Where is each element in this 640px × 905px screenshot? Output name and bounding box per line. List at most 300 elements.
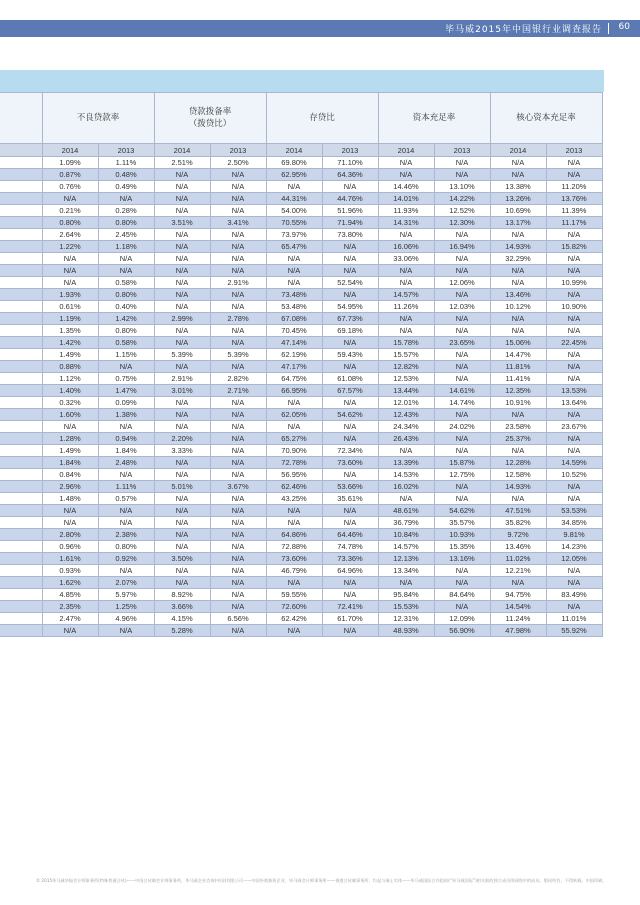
table-cell: 64.36% bbox=[322, 169, 378, 181]
table-cell: 1.35% bbox=[42, 325, 98, 337]
table-cell: N/A bbox=[378, 277, 434, 289]
row-label-cell bbox=[0, 277, 42, 289]
table-cell: N/A bbox=[154, 517, 210, 529]
table-cell: 14.93% bbox=[490, 241, 546, 253]
table-cell: 1.49% bbox=[42, 349, 98, 361]
table-cell: 16.06% bbox=[378, 241, 434, 253]
table-cell: 12.31% bbox=[378, 613, 434, 625]
table-cell: 13.10% bbox=[434, 181, 490, 193]
table-cell: N/A bbox=[490, 229, 546, 241]
table-cell: 1.11% bbox=[98, 157, 154, 169]
table-row bbox=[0, 361, 602, 373]
table-cell: 12.30% bbox=[434, 217, 490, 229]
table-cell: 33.06% bbox=[378, 253, 434, 265]
table-cell: 0.80% bbox=[42, 217, 98, 229]
table-cell: 13.26% bbox=[490, 193, 546, 205]
table-cell: 48.61% bbox=[378, 505, 434, 517]
table-cell: N/A bbox=[322, 625, 378, 637]
table-cell: 13.46% bbox=[490, 289, 546, 301]
table-cell: N/A bbox=[154, 529, 210, 541]
table-cell: 0.49% bbox=[98, 181, 154, 193]
table-cell: 1.61% bbox=[42, 553, 98, 565]
table-cell: N/A bbox=[210, 193, 266, 205]
table-cell: N/A bbox=[98, 517, 154, 529]
table-cell: 23.67% bbox=[546, 421, 602, 433]
group-header-row bbox=[0, 93, 602, 144]
table-cell: 1.11% bbox=[98, 481, 154, 493]
table-row bbox=[0, 325, 602, 337]
table-row bbox=[0, 565, 602, 577]
table-cell: N/A bbox=[210, 325, 266, 337]
table-cell: 62.05% bbox=[266, 409, 322, 421]
table-cell: 14.22% bbox=[434, 193, 490, 205]
table-cell: 5.97% bbox=[98, 589, 154, 601]
table-cell: N/A bbox=[266, 277, 322, 289]
table-cell: N/A bbox=[546, 229, 602, 241]
table-cell: N/A bbox=[378, 577, 434, 589]
table-cell: N/A bbox=[154, 505, 210, 517]
table-row bbox=[0, 265, 602, 277]
table-cell: N/A bbox=[210, 529, 266, 541]
table-cell: N/A bbox=[546, 445, 602, 457]
table-cell: 0.48% bbox=[98, 169, 154, 181]
table-cell: 62.95% bbox=[266, 169, 322, 181]
row-label-cell bbox=[0, 457, 42, 469]
table-row bbox=[0, 397, 602, 409]
table-cell: 11.20% bbox=[546, 181, 602, 193]
year-header-cell: 2014 bbox=[154, 144, 210, 157]
row-label-cell bbox=[0, 493, 42, 505]
table-cell: 64.86% bbox=[266, 529, 322, 541]
table-cell: N/A bbox=[546, 253, 602, 265]
table-cell: N/A bbox=[434, 373, 490, 385]
table-cell: 15.78% bbox=[378, 337, 434, 349]
table-cell: 4.15% bbox=[154, 613, 210, 625]
table-cell: N/A bbox=[434, 313, 490, 325]
table-cell: N/A bbox=[434, 577, 490, 589]
row-label-cell bbox=[0, 217, 42, 229]
table-cell: N/A bbox=[154, 265, 210, 277]
table-cell: 1.84% bbox=[42, 457, 98, 469]
table-cell: N/A bbox=[98, 469, 154, 481]
table-cell: 3.50% bbox=[154, 553, 210, 565]
table-cell: 10.90% bbox=[546, 301, 602, 313]
table-cell: 0.87% bbox=[42, 169, 98, 181]
table-cell: 84.64% bbox=[434, 589, 490, 601]
table-cell: N/A bbox=[210, 469, 266, 481]
table-cell: N/A bbox=[434, 433, 490, 445]
table-cell: 62.46% bbox=[266, 481, 322, 493]
table-cell: 13.53% bbox=[546, 385, 602, 397]
table-cell: N/A bbox=[546, 325, 602, 337]
table-cell: 12.82% bbox=[378, 361, 434, 373]
table-cell: 65.27% bbox=[266, 433, 322, 445]
table-cell: 12.21% bbox=[490, 565, 546, 577]
table-cell: 0.32% bbox=[42, 397, 98, 409]
table-cell: N/A bbox=[210, 337, 266, 349]
table-row bbox=[0, 301, 602, 313]
table-cell: 0.61% bbox=[42, 301, 98, 313]
table-cell: N/A bbox=[322, 241, 378, 253]
table-cell: 14.74% bbox=[434, 397, 490, 409]
row-label-cell bbox=[0, 541, 42, 553]
table-cell: 1.28% bbox=[42, 433, 98, 445]
table-cell: N/A bbox=[434, 361, 490, 373]
table-cell: 0.80% bbox=[98, 289, 154, 301]
table-cell: 0.40% bbox=[98, 301, 154, 313]
table-cell: 12.05% bbox=[546, 553, 602, 565]
table-cell: 3.51% bbox=[154, 217, 210, 229]
table-cell: N/A bbox=[490, 493, 546, 505]
table-cell: N/A bbox=[210, 493, 266, 505]
table-cell: 1.60% bbox=[42, 409, 98, 421]
table-cell: 9.81% bbox=[546, 529, 602, 541]
table-cell: 44.76% bbox=[322, 193, 378, 205]
table-row bbox=[0, 505, 602, 517]
table-cell: 65.47% bbox=[266, 241, 322, 253]
table-cell: 1.62% bbox=[42, 577, 98, 589]
table-cell: 54.62% bbox=[434, 505, 490, 517]
table-header-band bbox=[0, 70, 604, 92]
group-header-provision-ratio: 贷款拨备率 （拨贷比） bbox=[154, 93, 266, 144]
table-cell: 47.98% bbox=[490, 625, 546, 637]
table-cell: 14.57% bbox=[378, 541, 434, 553]
table-cell: N/A bbox=[322, 517, 378, 529]
table-cell: 12.75% bbox=[434, 469, 490, 481]
table-cell: 35.61% bbox=[322, 493, 378, 505]
table-cell: N/A bbox=[154, 325, 210, 337]
table-cell: 13.16% bbox=[434, 553, 490, 565]
table-cell: 71.94% bbox=[322, 217, 378, 229]
table-cell: N/A bbox=[490, 265, 546, 277]
table-cell: N/A bbox=[154, 361, 210, 373]
table-cell: N/A bbox=[210, 433, 266, 445]
table-cell: N/A bbox=[154, 229, 210, 241]
table-cell: 0.75% bbox=[98, 373, 154, 385]
table-cell: N/A bbox=[434, 565, 490, 577]
table-cell: N/A bbox=[154, 301, 210, 313]
table-cell: 72.34% bbox=[322, 445, 378, 457]
table-cell: 13.46% bbox=[490, 541, 546, 553]
table-cell: 22.45% bbox=[546, 337, 602, 349]
table-cell: 1.93% bbox=[42, 289, 98, 301]
table-cell: 1.47% bbox=[98, 385, 154, 397]
table-row bbox=[0, 541, 602, 553]
table-cell: 14.57% bbox=[378, 289, 434, 301]
table-cell: N/A bbox=[378, 169, 434, 181]
table-row bbox=[0, 289, 602, 301]
row-label-cell bbox=[0, 229, 42, 241]
table-cell: N/A bbox=[42, 517, 98, 529]
table-cell: 1.84% bbox=[98, 445, 154, 457]
table-cell: N/A bbox=[210, 421, 266, 433]
table-cell: 1.48% bbox=[42, 493, 98, 505]
table-cell: 64.46% bbox=[322, 529, 378, 541]
table-cell: 0.92% bbox=[98, 553, 154, 565]
table-cell: N/A bbox=[266, 253, 322, 265]
table-cell: 1.15% bbox=[98, 349, 154, 361]
row-label-cell bbox=[0, 169, 42, 181]
row-label-cell bbox=[0, 601, 42, 613]
table-cell: N/A bbox=[154, 541, 210, 553]
table-cell: 73.36% bbox=[322, 553, 378, 565]
table-cell: N/A bbox=[98, 565, 154, 577]
table-cell: 26.43% bbox=[378, 433, 434, 445]
table-cell: 73.48% bbox=[266, 289, 322, 301]
table-cell: N/A bbox=[378, 229, 434, 241]
table-row bbox=[0, 349, 602, 361]
row-label-cell bbox=[0, 577, 42, 589]
table-cell: N/A bbox=[154, 577, 210, 589]
table-cell: 0.84% bbox=[42, 469, 98, 481]
table-cell: 2.51% bbox=[154, 157, 210, 169]
year-header-cell: 2014 bbox=[42, 144, 98, 157]
table-cell: 95.84% bbox=[378, 589, 434, 601]
table-cell: 15.82% bbox=[546, 241, 602, 253]
table-cell: 0.80% bbox=[98, 325, 154, 337]
table-row bbox=[0, 445, 602, 457]
table-cell: N/A bbox=[546, 493, 602, 505]
table-cell: N/A bbox=[154, 277, 210, 289]
table-cell: N/A bbox=[98, 265, 154, 277]
table-cell: 67.73% bbox=[322, 313, 378, 325]
table-cell: 2.64% bbox=[42, 229, 98, 241]
table-cell: 2.80% bbox=[42, 529, 98, 541]
table-cell: 48.93% bbox=[378, 625, 434, 637]
table-cell: N/A bbox=[210, 625, 266, 637]
table-cell: 14.23% bbox=[546, 541, 602, 553]
table-cell: 67.08% bbox=[266, 313, 322, 325]
table-cell: N/A bbox=[434, 493, 490, 505]
table-cell: N/A bbox=[546, 349, 602, 361]
table-cell: N/A bbox=[434, 409, 490, 421]
table-cell: N/A bbox=[154, 565, 210, 577]
row-label-cell bbox=[0, 349, 42, 361]
table-cell: N/A bbox=[266, 625, 322, 637]
table-cell: N/A bbox=[42, 505, 98, 517]
table-row bbox=[0, 493, 602, 505]
table-cell: N/A bbox=[434, 445, 490, 457]
table-cell: N/A bbox=[434, 157, 490, 169]
table-cell: N/A bbox=[98, 505, 154, 517]
table-cell: N/A bbox=[42, 253, 98, 265]
table-cell: N/A bbox=[322, 253, 378, 265]
row-label-cell bbox=[0, 193, 42, 205]
table-cell: N/A bbox=[154, 337, 210, 349]
table-cell: 0.58% bbox=[98, 277, 154, 289]
table-cell: 55.92% bbox=[546, 625, 602, 637]
table-cell: 43.25% bbox=[266, 493, 322, 505]
table-cell: 11.17% bbox=[546, 217, 602, 229]
table-cell: N/A bbox=[42, 265, 98, 277]
table-cell: N/A bbox=[490, 325, 546, 337]
table-cell: N/A bbox=[490, 277, 546, 289]
table-cell: 4.96% bbox=[98, 613, 154, 625]
table-cell: 0.80% bbox=[98, 541, 154, 553]
table-cell: 2.47% bbox=[42, 613, 98, 625]
table-cell: N/A bbox=[546, 481, 602, 493]
table-cell: 10.52% bbox=[546, 469, 602, 481]
row-label-cell bbox=[0, 289, 42, 301]
page-header-bar bbox=[0, 20, 640, 37]
table-cell: N/A bbox=[322, 337, 378, 349]
row-label-cell bbox=[0, 613, 42, 625]
table-cell: 44.31% bbox=[266, 193, 322, 205]
table-cell: N/A bbox=[210, 229, 266, 241]
table-cell: 15.06% bbox=[490, 337, 546, 349]
table-cell: N/A bbox=[266, 265, 322, 277]
table-cell: 54.62% bbox=[322, 409, 378, 421]
table-cell: 2.99% bbox=[154, 313, 210, 325]
row-label-cell bbox=[0, 313, 42, 325]
table-cell: 59.55% bbox=[266, 589, 322, 601]
table-cell: 3.41% bbox=[210, 217, 266, 229]
table-cell: N/A bbox=[546, 409, 602, 421]
table-cell: 0.96% bbox=[42, 541, 98, 553]
table-row bbox=[0, 589, 602, 601]
table-cell: N/A bbox=[490, 445, 546, 457]
table-cell: 4.85% bbox=[42, 589, 98, 601]
table-cell: 0.28% bbox=[98, 205, 154, 217]
table-cell: N/A bbox=[322, 265, 378, 277]
table-cell: 14.54% bbox=[490, 601, 546, 613]
table-cell: N/A bbox=[322, 577, 378, 589]
table-row bbox=[0, 457, 602, 469]
table-cell: 2.82% bbox=[210, 373, 266, 385]
table-cell: N/A bbox=[154, 469, 210, 481]
table-cell: N/A bbox=[210, 517, 266, 529]
row-label-cell bbox=[0, 265, 42, 277]
year-header-cell: 2013 bbox=[210, 144, 266, 157]
row-label-cell bbox=[0, 409, 42, 421]
table-cell: N/A bbox=[322, 289, 378, 301]
table-cell: 12.58% bbox=[490, 469, 546, 481]
table-cell: N/A bbox=[378, 493, 434, 505]
table-cell: N/A bbox=[378, 157, 434, 169]
table-cell: 69.80% bbox=[266, 157, 322, 169]
row-label-cell bbox=[0, 433, 42, 445]
table-cell: 5.01% bbox=[154, 481, 210, 493]
table-cell: N/A bbox=[434, 601, 490, 613]
table-cell: N/A bbox=[210, 505, 266, 517]
table-cell: 12.03% bbox=[434, 301, 490, 313]
table-cell: 12.43% bbox=[378, 409, 434, 421]
table-cell: 69.18% bbox=[322, 325, 378, 337]
table-cell: 2.96% bbox=[42, 481, 98, 493]
table-cell: 1.18% bbox=[98, 241, 154, 253]
table-cell: 14.46% bbox=[378, 181, 434, 193]
table-cell: 9.72% bbox=[490, 529, 546, 541]
table-cell: 25.37% bbox=[490, 433, 546, 445]
table-cell: 70.90% bbox=[266, 445, 322, 457]
table-cell: N/A bbox=[434, 289, 490, 301]
row-label-cell bbox=[0, 253, 42, 265]
table-cell: 12.28% bbox=[490, 457, 546, 469]
table-cell: 6.56% bbox=[210, 613, 266, 625]
table-cell: N/A bbox=[546, 373, 602, 385]
row-label-year-cell bbox=[0, 144, 42, 157]
table-cell: N/A bbox=[154, 421, 210, 433]
table-cell: N/A bbox=[546, 289, 602, 301]
table-cell: 14.47% bbox=[490, 349, 546, 361]
table-cell: N/A bbox=[154, 241, 210, 253]
table-cell: N/A bbox=[378, 265, 434, 277]
table-cell: N/A bbox=[378, 325, 434, 337]
table-cell: 10.93% bbox=[434, 529, 490, 541]
year-header-cell: 2013 bbox=[322, 144, 378, 157]
year-header-row bbox=[0, 144, 602, 157]
table-cell: N/A bbox=[98, 625, 154, 637]
table-cell: 70.45% bbox=[266, 325, 322, 337]
report-title: 毕马威2015年中国银行业调查报告 bbox=[445, 25, 602, 35]
row-label-cell bbox=[0, 181, 42, 193]
row-label-cell bbox=[0, 373, 42, 385]
row-label-cell bbox=[0, 397, 42, 409]
table-cell: 47.17% bbox=[266, 361, 322, 373]
row-label-cell bbox=[0, 241, 42, 253]
table-cell: N/A bbox=[322, 421, 378, 433]
table-cell: N/A bbox=[154, 169, 210, 181]
table-row bbox=[0, 217, 602, 229]
row-label-cell bbox=[0, 505, 42, 517]
table-cell: 0.58% bbox=[98, 337, 154, 349]
table-row bbox=[0, 313, 602, 325]
table-cell: N/A bbox=[266, 505, 322, 517]
table-row bbox=[0, 337, 602, 349]
table-cell: N/A bbox=[434, 349, 490, 361]
table-cell: 0.09% bbox=[98, 397, 154, 409]
table-cell: 3.67% bbox=[210, 481, 266, 493]
table-cell: 2.91% bbox=[210, 277, 266, 289]
table-cell: 71.10% bbox=[322, 157, 378, 169]
table-cell: 10.69% bbox=[490, 205, 546, 217]
table-cell: 11.26% bbox=[378, 301, 434, 313]
table-cell: 15.87% bbox=[434, 457, 490, 469]
table-cell: 2.38% bbox=[98, 529, 154, 541]
table-cell: 52.54% bbox=[322, 277, 378, 289]
row-label-cell bbox=[0, 565, 42, 577]
table-cell: 54.95% bbox=[322, 301, 378, 313]
table-cell: 10.84% bbox=[378, 529, 434, 541]
table-cell: 67.57% bbox=[322, 385, 378, 397]
row-label-cell bbox=[0, 421, 42, 433]
table-row bbox=[0, 601, 602, 613]
table-cell: 12.06% bbox=[434, 277, 490, 289]
table-cell: 0.94% bbox=[98, 433, 154, 445]
table-cell: N/A bbox=[42, 625, 98, 637]
table-cell: 12.52% bbox=[434, 205, 490, 217]
table-row bbox=[0, 157, 602, 169]
table-cell: 2.48% bbox=[98, 457, 154, 469]
table-cell: 23.58% bbox=[490, 421, 546, 433]
table-cell: N/A bbox=[154, 457, 210, 469]
table-cell: N/A bbox=[546, 565, 602, 577]
table-cell: 15.53% bbox=[378, 601, 434, 613]
table-cell: 11.02% bbox=[490, 553, 546, 565]
table-cell: 64.96% bbox=[322, 565, 378, 577]
table-cell: 12.09% bbox=[434, 613, 490, 625]
table-cell: 2.45% bbox=[98, 229, 154, 241]
table-cell: N/A bbox=[378, 445, 434, 457]
table-cell: 14.61% bbox=[434, 385, 490, 397]
table-cell: 47.51% bbox=[490, 505, 546, 517]
group-header-capital-adequacy: 资本充足率 bbox=[378, 93, 490, 144]
table-cell: 64.75% bbox=[266, 373, 322, 385]
table-row bbox=[0, 613, 602, 625]
table-cell: N/A bbox=[154, 289, 210, 301]
table-cell: 1.12% bbox=[42, 373, 98, 385]
table-cell: 11.01% bbox=[546, 613, 602, 625]
